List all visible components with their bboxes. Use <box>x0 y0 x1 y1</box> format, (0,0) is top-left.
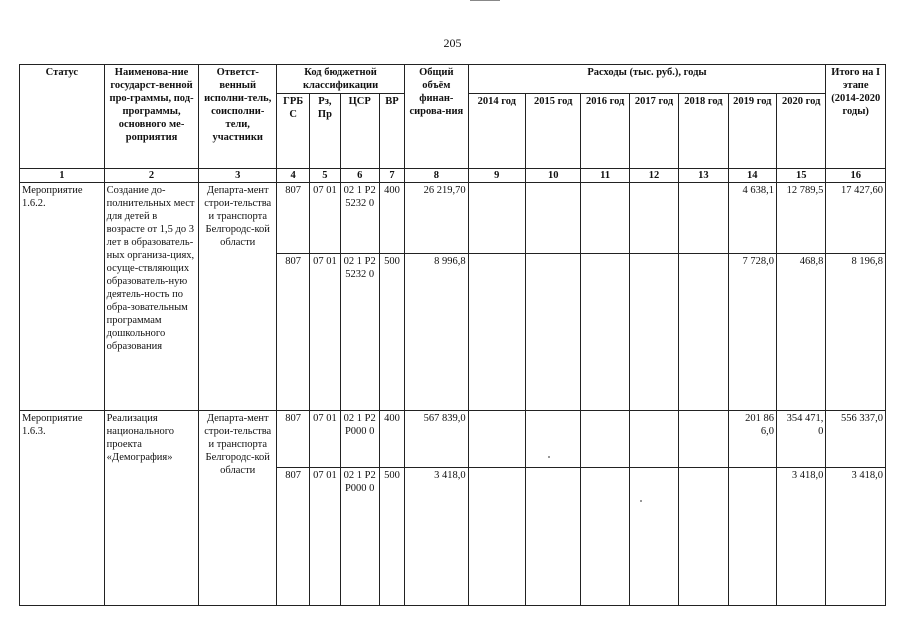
cell-2016 <box>581 468 629 606</box>
page-number: 205 <box>443 36 462 50</box>
cell-vr: 500 <box>379 468 404 606</box>
cell-2016 <box>581 411 629 468</box>
cell-grbs: 807 <box>277 254 310 411</box>
header-year-2016: 2016 год <box>581 94 629 169</box>
cell-vr: 400 <box>379 411 404 468</box>
scan-speck <box>548 456 550 458</box>
row-responsible: Департа-мент строи-тельства и транспорта Белгородс-кой области <box>199 183 277 411</box>
header-status: Статус <box>20 65 105 169</box>
cell-2020: 354 471, 0 <box>776 411 825 468</box>
scan-speck <box>640 500 642 502</box>
cell-stage-total: 556 337,0 <box>826 411 886 468</box>
header-vr: ВР <box>379 94 404 169</box>
cell-total: 3 418,0 <box>405 468 469 606</box>
cell-2019: 4 638,1 <box>728 183 776 254</box>
table-row <box>20 411 886 468</box>
cell-2015 <box>526 183 581 254</box>
cell-csr: 02 1 Р2 Р000 0 <box>340 468 379 606</box>
cell-rz: 07 01 <box>310 468 340 606</box>
cell-2019: 7 728,0 <box>728 254 776 411</box>
cell-csr: 02 1 Р2 5232 0 <box>340 254 379 411</box>
col-num: 4 <box>277 169 310 183</box>
cell-2017 <box>629 254 678 411</box>
row-name: Реализация национального проекта «Демография» <box>104 411 199 606</box>
cell-total: 8 996,8 <box>405 254 469 411</box>
col-num: 15 <box>776 169 825 183</box>
header-responsible: Ответст-венный исполни-тель, соисполни-тели, участники <box>199 65 277 169</box>
header-year-2020: 2020 год <box>776 94 825 169</box>
header-year-2015: 2015 год <box>526 94 581 169</box>
cell-rz: 07 01 <box>310 411 340 468</box>
cell-stage-total: 17 427,60 <box>826 183 886 254</box>
cell-grbs: 807 <box>277 411 310 468</box>
col-num: 14 <box>728 169 776 183</box>
cell-total: 567 839,0 <box>405 411 469 468</box>
row-name: Создание до-полнительных мест для детей в возрасте от 1,5 до 3 лет в образователь-ных организа-циях, осуще-ствляющих образователь-ную деятель-ность по обра-зовательным программам дошкольного образования <box>104 183 199 411</box>
cell-2014 <box>468 254 525 411</box>
cell-2018 <box>679 411 728 468</box>
header-year-2018: 2018 год <box>679 94 728 169</box>
cell-2018 <box>679 468 728 606</box>
cell-2018 <box>679 183 728 254</box>
row-responsible: Департа-мент строи-тельства и транспорта Белгородс-кой области <box>199 411 277 606</box>
cell-csr: 02 1 Р2 5232 0 <box>340 183 379 254</box>
cell-2014 <box>468 468 525 606</box>
cell-rz: 07 01 <box>310 254 340 411</box>
header-year-2014: 2014 год <box>468 94 525 169</box>
header-expenses: Расходы (тыс. руб.), годы <box>468 65 826 94</box>
cell-vr: 500 <box>379 254 404 411</box>
cell-2020: 3 418,0 <box>776 468 825 606</box>
cell-grbs: 807 <box>277 468 310 606</box>
col-num: 2 <box>104 169 199 183</box>
header-name: Наименова-ние государст-венной про-граммы, под-программы, основного ме-роприятия <box>104 65 199 169</box>
cell-2017 <box>629 411 678 468</box>
cell-grbs: 807 <box>277 183 310 254</box>
col-num: 11 <box>581 169 629 183</box>
cell-2015 <box>526 254 581 411</box>
header-year-2019: 2019 год <box>728 94 776 169</box>
table-row <box>20 183 886 254</box>
col-num: 13 <box>679 169 728 183</box>
cell-2018 <box>679 254 728 411</box>
cell-total: 26 219,70 <box>405 183 469 254</box>
col-num: 16 <box>826 169 886 183</box>
row-status: Мероприятие 1.6.2. <box>20 183 105 411</box>
cell-2019: 201 86 6,0 <box>728 411 776 468</box>
cell-vr: 400 <box>379 183 404 254</box>
cell-2020: 12 789,5 <box>776 183 825 254</box>
header-stage-total: Итого на I этапе (2014-2020 годы) <box>826 65 886 169</box>
budget-table <box>19 64 886 606</box>
row-status: Мероприятие 1.6.3. <box>20 411 105 606</box>
cell-2016 <box>581 183 629 254</box>
cell-stage-total: 3 418,0 <box>826 468 886 606</box>
cell-2015 <box>526 411 581 468</box>
cell-csr: 02 1 Р2 Р000 0 <box>340 411 379 468</box>
cell-2015 <box>526 468 581 606</box>
header-total: Общий объём финан-сирова-ния <box>405 65 469 169</box>
cell-2017 <box>629 183 678 254</box>
header-budget-code: Код бюджетной классификации <box>277 65 405 94</box>
cell-rz: 07 01 <box>310 183 340 254</box>
header-grbs: ГРБ С <box>277 94 310 169</box>
col-num: 10 <box>526 169 581 183</box>
cell-2020: 468,8 <box>776 254 825 411</box>
col-num: 8 <box>405 169 469 183</box>
header-year-2017: 2017 год <box>629 94 678 169</box>
col-num: 6 <box>340 169 379 183</box>
col-num: 12 <box>629 169 678 183</box>
header-csr: ЦСР <box>340 94 379 169</box>
cell-2014 <box>468 411 525 468</box>
cell-stage-total: 8 196,8 <box>826 254 886 411</box>
col-num: 7 <box>379 169 404 183</box>
col-num: 9 <box>468 169 525 183</box>
header-rz: Рз, Пр <box>310 94 340 169</box>
col-num: 3 <box>199 169 277 183</box>
col-num: 1 <box>20 169 105 183</box>
cell-2017 <box>629 468 678 606</box>
cell-2014 <box>468 183 525 254</box>
scan-edge-mark <box>470 0 500 4</box>
col-num: 5 <box>310 169 340 183</box>
cell-2016 <box>581 254 629 411</box>
cell-2019 <box>728 468 776 606</box>
